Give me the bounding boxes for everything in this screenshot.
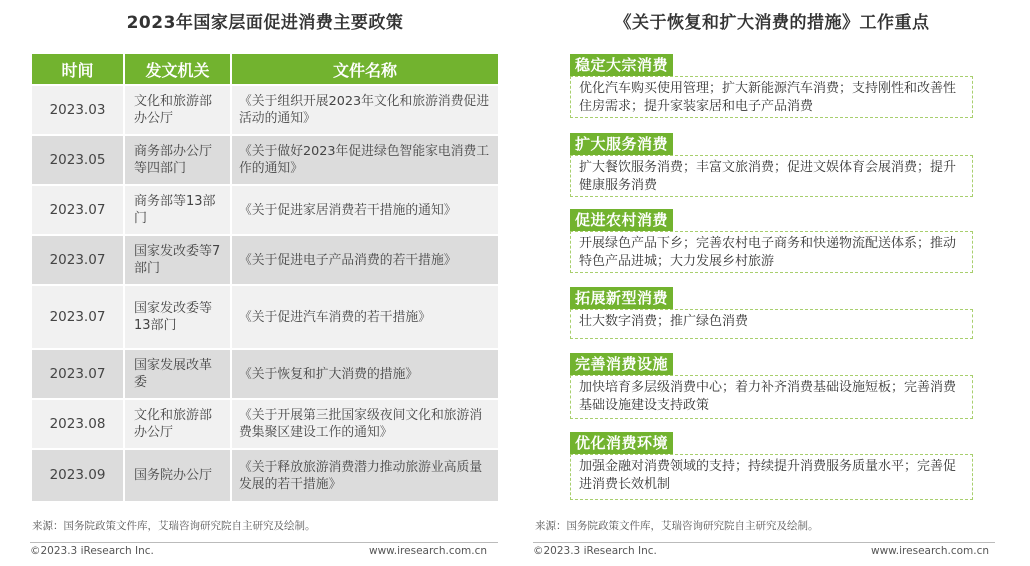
- section-body: 优化汽车购买使用管理；扩大新能源汽车消费；支持刚性和改善性住房需求；提升家装家居和电子产品消费: [570, 76, 973, 118]
- row-org: 商务部等13部门: [124, 185, 231, 235]
- right-copyright: ©2023.3 iResearch Inc.: [533, 545, 657, 557]
- right-footer-divider: [533, 542, 995, 543]
- row-doc: 《关于促进家居消费若干措施的通知》: [231, 185, 498, 235]
- section-label: 优化消费环境: [570, 432, 673, 454]
- row-date: 2023.03: [32, 85, 124, 135]
- row-doc: 《关于开展第三批国家级夜间文化和旅游消费集聚区建设工作的通知》: [231, 399, 498, 449]
- row-date: 2023.05: [32, 135, 124, 185]
- left-panel-title: 2023年国家层面促进消费主要政策: [126, 13, 404, 33]
- left-footer-divider: [30, 542, 498, 543]
- table-row: [32, 85, 498, 135]
- row-org: 文化和旅游部办公厅: [124, 85, 231, 135]
- row-doc: 《关于促进电子产品消费的若干措施》: [231, 235, 498, 285]
- section-body: 壮大数字消费；推广绿色消费: [570, 309, 973, 339]
- section-body: 加快培育多层级消费中心；着力补齐消费基础设施短板；完善消费基础设施建设支持政策: [570, 375, 973, 419]
- row-org: 文化和旅游部办公厅: [124, 399, 231, 449]
- left-source-note: 来源：国务院政策文件库，艾瑞咨询研究院自主研究及绘制。: [32, 520, 316, 532]
- row-org: 国务院办公厅: [124, 449, 231, 501]
- right-source-note: 来源：国务院政策文件库，艾瑞咨询研究院自主研究及绘制。: [535, 520, 819, 532]
- row-date: 2023.07: [32, 235, 124, 285]
- row-date: 2023.07: [32, 349, 124, 399]
- row-date: 2023.08: [32, 399, 124, 449]
- header-org: 发文机关: [124, 54, 231, 85]
- table-row: [32, 135, 498, 185]
- table-header-row: [32, 54, 498, 85]
- section-body: 开展绿色产品下乡；完善农村电子商务和快递物流配送体系；推动特色产品进城；大力发展乡村旅游: [570, 231, 973, 273]
- section-label: 完善消费设施: [570, 353, 673, 375]
- section-body: 加强金融对消费领域的支持；持续提升消费服务质量水平；完善促进消费长效机制: [570, 454, 973, 500]
- section-label: 促进农村消费: [570, 209, 673, 231]
- right-website: www.iresearch.com.cn: [871, 545, 990, 557]
- table-row: [32, 449, 498, 501]
- table-row: [32, 285, 498, 349]
- row-org: 国家发改委等7部门: [124, 235, 231, 285]
- header-time: 时间: [32, 54, 124, 85]
- section-label: 稳定大宗消费: [570, 54, 673, 76]
- row-org: 商务部办公厅等四部门: [124, 135, 231, 185]
- table-row: [32, 235, 498, 285]
- row-doc: 《关于恢复和扩大消费的措施》: [231, 349, 498, 399]
- row-date: 2023.09: [32, 449, 124, 501]
- table-row: [32, 185, 498, 235]
- section-label: 拓展新型消费: [570, 287, 673, 309]
- row-org: 国家发展改革委: [124, 349, 231, 399]
- row-date: 2023.07: [32, 285, 124, 349]
- header-doc: 文件名称: [231, 54, 498, 85]
- policy-table: [32, 54, 498, 501]
- right-panel-title: 《关于恢复和扩大消费的措施》工作重点: [614, 13, 930, 33]
- row-date: 2023.07: [32, 185, 124, 235]
- section-label: 扩大服务消费: [570, 133, 673, 155]
- left-website: www.iresearch.com.cn: [369, 545, 488, 557]
- row-doc: 《关于做好2023年促进绿色智能家电消费工作的通知》: [231, 135, 498, 185]
- section-body: 扩大餐饮服务消费；丰富文旅消费；促进文娱体育会展消费；提升健康服务消费: [570, 155, 973, 197]
- row-doc: 《关于组织开展2023年文化和旅游消费促进活动的通知》: [231, 85, 498, 135]
- row-doc: 《关于促进汽车消费的若干措施》: [231, 285, 498, 349]
- table-row: [32, 399, 498, 449]
- left-copyright: ©2023.3 iResearch Inc.: [30, 545, 154, 557]
- row-org: 国家发改委等13部门: [124, 285, 231, 349]
- row-doc: 《关于释放旅游消费潜力推动旅游业高质量发展的若干措施》: [231, 449, 498, 501]
- table-row: [32, 349, 498, 399]
